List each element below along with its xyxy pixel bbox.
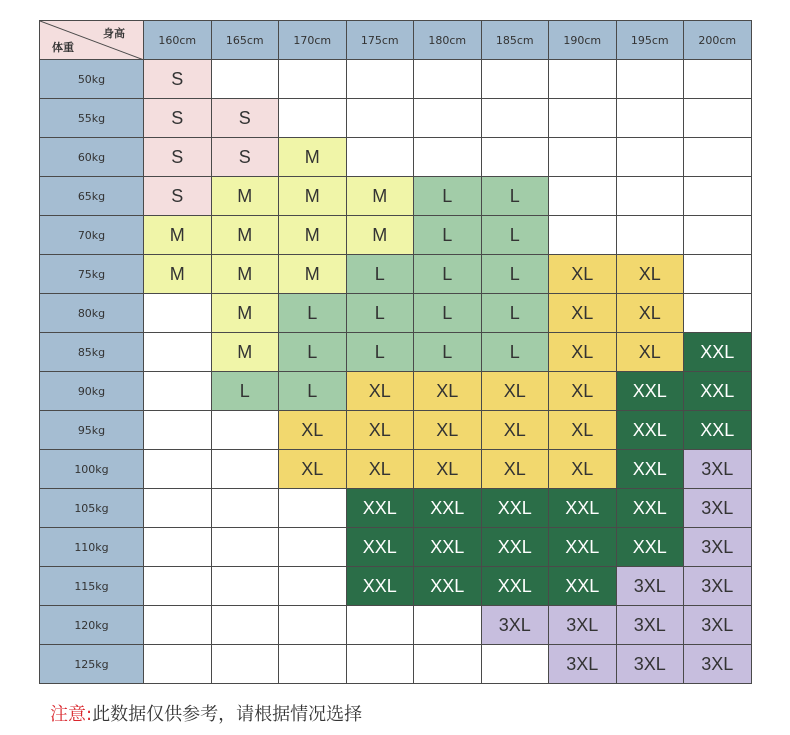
table-row xyxy=(40,567,752,606)
size-cell: S xyxy=(211,138,279,177)
size-cell: L xyxy=(346,255,414,294)
row-header: 125kg xyxy=(40,645,144,684)
size-cell: 3XL xyxy=(684,645,752,684)
size-cell: L xyxy=(414,255,482,294)
row-header: 115kg xyxy=(40,567,144,606)
table-row xyxy=(40,528,752,567)
size-cell: M xyxy=(279,138,347,177)
size-cell: XXL xyxy=(616,372,684,411)
size-cell: 3XL xyxy=(684,528,752,567)
size-cell xyxy=(346,645,414,684)
size-cell: XL xyxy=(549,294,617,333)
size-cell xyxy=(211,606,279,645)
size-cell xyxy=(684,99,752,138)
size-cell: XL xyxy=(414,372,482,411)
size-cell: 3XL xyxy=(481,606,549,645)
size-cell: L xyxy=(346,294,414,333)
table-row xyxy=(40,60,752,99)
table-row xyxy=(40,372,752,411)
size-cell: XL xyxy=(346,450,414,489)
size-cell: XXL xyxy=(684,372,752,411)
size-cell: XL xyxy=(481,372,549,411)
size-cell: L xyxy=(481,177,549,216)
size-cell: XXL xyxy=(346,528,414,567)
column-header: 175cm xyxy=(346,21,414,60)
size-cell: 3XL xyxy=(616,567,684,606)
size-cell xyxy=(684,294,752,333)
size-cell xyxy=(144,528,212,567)
size-cell xyxy=(144,294,212,333)
row-header: 105kg xyxy=(40,489,144,528)
size-cell: L xyxy=(414,177,482,216)
size-cell: M xyxy=(346,216,414,255)
size-cell: XL xyxy=(346,411,414,450)
size-cell: S xyxy=(144,138,212,177)
table-row xyxy=(40,294,752,333)
size-cell: XL xyxy=(279,450,347,489)
row-header: 120kg xyxy=(40,606,144,645)
column-header: 160cm xyxy=(144,21,212,60)
column-header: 185cm xyxy=(481,21,549,60)
size-cell: 3XL xyxy=(684,489,752,528)
size-cell xyxy=(211,60,279,99)
size-cell xyxy=(144,333,212,372)
size-cell xyxy=(144,645,212,684)
disclaimer-note xyxy=(50,700,362,726)
size-cell: L xyxy=(279,372,347,411)
size-cell: S xyxy=(144,60,212,99)
table-row xyxy=(40,99,752,138)
size-cell: XL xyxy=(414,450,482,489)
size-cell xyxy=(144,372,212,411)
table-row xyxy=(40,216,752,255)
header-row xyxy=(40,21,752,60)
size-cell xyxy=(144,450,212,489)
column-header: 180cm xyxy=(414,21,482,60)
size-cell xyxy=(549,60,617,99)
size-cell xyxy=(279,489,347,528)
size-cell: XL xyxy=(549,411,617,450)
size-cell xyxy=(346,606,414,645)
size-cell: M xyxy=(211,216,279,255)
size-cell: L xyxy=(211,372,279,411)
size-cell: M xyxy=(279,255,347,294)
size-cell: S xyxy=(144,99,212,138)
row-header: 95kg xyxy=(40,411,144,450)
size-cell: S xyxy=(144,177,212,216)
size-cell xyxy=(616,99,684,138)
size-cell: L xyxy=(414,294,482,333)
size-cell xyxy=(414,606,482,645)
table-row xyxy=(40,606,752,645)
size-cell xyxy=(481,138,549,177)
size-cell: M xyxy=(211,255,279,294)
row-header: 60kg xyxy=(40,138,144,177)
size-cell xyxy=(211,450,279,489)
size-cell: 3XL xyxy=(684,450,752,489)
note-prefix: 注意: xyxy=(50,704,93,725)
size-cell: M xyxy=(211,177,279,216)
size-cell xyxy=(144,489,212,528)
column-header: 190cm xyxy=(549,21,617,60)
size-cell: XL xyxy=(414,411,482,450)
size-cell: L xyxy=(279,333,347,372)
size-cell: XL xyxy=(616,333,684,372)
size-cell: XXL xyxy=(616,528,684,567)
size-cell: S xyxy=(211,99,279,138)
size-cell xyxy=(346,138,414,177)
size-cell: XL xyxy=(549,255,617,294)
size-cell xyxy=(684,60,752,99)
size-cell: L xyxy=(279,294,347,333)
size-cell: XXL xyxy=(616,450,684,489)
size-cell: M xyxy=(211,294,279,333)
size-cell xyxy=(549,216,617,255)
size-cell: XL xyxy=(549,450,617,489)
weight-axis-label: 体重 xyxy=(52,41,74,54)
size-cell: 3XL xyxy=(549,606,617,645)
size-cell xyxy=(279,606,347,645)
row-header: 65kg xyxy=(40,177,144,216)
size-cell xyxy=(616,216,684,255)
size-cell: L xyxy=(414,216,482,255)
size-cell xyxy=(549,99,617,138)
row-header: 80kg xyxy=(40,294,144,333)
row-header: 110kg xyxy=(40,528,144,567)
row-header: 55kg xyxy=(40,99,144,138)
size-cell xyxy=(211,567,279,606)
size-cell xyxy=(279,567,347,606)
size-cell: XL xyxy=(481,411,549,450)
size-cell xyxy=(211,489,279,528)
size-cell: XXL xyxy=(684,333,752,372)
column-header: 170cm xyxy=(279,21,347,60)
size-cell xyxy=(684,138,752,177)
size-cell: M xyxy=(346,177,414,216)
size-cell xyxy=(279,645,347,684)
size-cell: M xyxy=(144,255,212,294)
size-cell: XXL xyxy=(616,489,684,528)
table-row xyxy=(40,411,752,450)
size-cell xyxy=(211,528,279,567)
size-cell xyxy=(549,177,617,216)
size-cell xyxy=(346,99,414,138)
note-text: 此数据仅供参考，请根据情况选择 xyxy=(92,704,363,725)
table-row xyxy=(40,138,752,177)
row-header: 70kg xyxy=(40,216,144,255)
size-cell xyxy=(616,177,684,216)
size-cell: XXL xyxy=(684,411,752,450)
size-cell xyxy=(684,216,752,255)
size-cell xyxy=(481,645,549,684)
table-row xyxy=(40,645,752,684)
size-cell: M xyxy=(279,216,347,255)
size-cell: XXL xyxy=(549,489,617,528)
size-cell: XXL xyxy=(549,567,617,606)
size-cell xyxy=(481,99,549,138)
size-cell: 3XL xyxy=(684,606,752,645)
size-cell xyxy=(211,411,279,450)
column-header: 195cm xyxy=(616,21,684,60)
height-axis-label: 身高 xyxy=(103,27,125,40)
size-cell: XL xyxy=(346,372,414,411)
size-cell xyxy=(684,177,752,216)
size-cell xyxy=(144,606,212,645)
size-cell: XL xyxy=(549,372,617,411)
size-cell: L xyxy=(481,333,549,372)
size-cell: XL xyxy=(279,411,347,450)
size-cell: 3XL xyxy=(616,645,684,684)
size-cell: XXL xyxy=(616,411,684,450)
size-cell xyxy=(414,138,482,177)
size-cell xyxy=(481,60,549,99)
table-row xyxy=(40,255,752,294)
table-row xyxy=(40,450,752,489)
row-header: 90kg xyxy=(40,372,144,411)
size-cell: XXL xyxy=(481,567,549,606)
column-header: 165cm xyxy=(211,21,279,60)
row-header: 100kg xyxy=(40,450,144,489)
size-cell: 3XL xyxy=(549,645,617,684)
table-row xyxy=(40,177,752,216)
size-cell: XL xyxy=(549,333,617,372)
size-cell: XXL xyxy=(346,489,414,528)
size-cell: XXL xyxy=(346,567,414,606)
size-cell: M xyxy=(144,216,212,255)
size-cell: XL xyxy=(616,255,684,294)
size-cell: L xyxy=(481,216,549,255)
corner-cell xyxy=(40,21,144,60)
size-cell xyxy=(616,138,684,177)
size-chart-table xyxy=(39,20,752,684)
column-header: 200cm xyxy=(684,21,752,60)
size-cell: L xyxy=(481,255,549,294)
size-cell xyxy=(144,567,212,606)
row-header: 75kg xyxy=(40,255,144,294)
size-cell xyxy=(279,60,347,99)
size-cell xyxy=(414,645,482,684)
size-cell: XL xyxy=(481,450,549,489)
size-cell: XXL xyxy=(414,528,482,567)
size-cell xyxy=(279,528,347,567)
size-cell: XL xyxy=(616,294,684,333)
size-cell xyxy=(414,60,482,99)
size-cell: L xyxy=(481,294,549,333)
size-cell: XXL xyxy=(481,528,549,567)
size-cell: M xyxy=(279,177,347,216)
size-cell: M xyxy=(211,333,279,372)
size-cell xyxy=(549,138,617,177)
size-cell xyxy=(346,60,414,99)
size-cell xyxy=(414,99,482,138)
size-cell xyxy=(279,99,347,138)
size-cell xyxy=(684,255,752,294)
table-row xyxy=(40,333,752,372)
size-cell: XXL xyxy=(481,489,549,528)
size-cell xyxy=(616,60,684,99)
size-cell: XXL xyxy=(549,528,617,567)
size-cell: 3XL xyxy=(616,606,684,645)
size-cell xyxy=(144,411,212,450)
size-cell: XXL xyxy=(414,567,482,606)
size-cell: XXL xyxy=(414,489,482,528)
size-cell: L xyxy=(414,333,482,372)
row-header: 85kg xyxy=(40,333,144,372)
size-cell xyxy=(211,645,279,684)
table-row xyxy=(40,489,752,528)
size-cell: 3XL xyxy=(684,567,752,606)
row-header: 50kg xyxy=(40,60,144,99)
size-cell: L xyxy=(346,333,414,372)
